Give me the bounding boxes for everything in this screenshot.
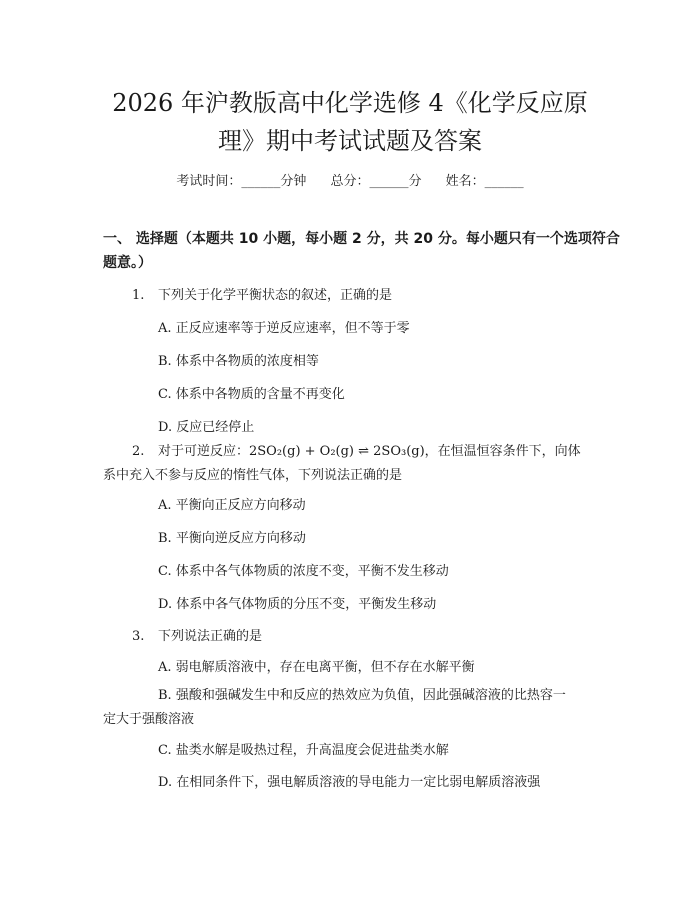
title-line-2: 理》期中考试试题及答案 <box>218 127 482 155</box>
question-1-option-c: C. 体系中各物质的含量不再变化 <box>158 387 345 402</box>
question-3-option-b: B. 强酸和强碱发生中和反应的热效应为负值，因此强碱溶液的比热容一 定大于强酸溶液 <box>103 688 566 727</box>
total-score-field: 总分：______分 <box>330 174 422 189</box>
question-1-option-b: B. 体系中各物质的浓度相等 <box>158 354 319 369</box>
exam-time-field: 考试时间：______分钟 <box>176 174 307 189</box>
question-3-option-d: D. 在相同条件下，强电解质溶液的导电能力一定比弱电解质溶液强 <box>158 775 541 790</box>
section-heading-line-1: 一、 选择题（本题共 10 小题，每小题 2 分，共 20 分。每小题只有一个选项符合 <box>103 231 620 247</box>
question-2-stem: 2. 对于可逆反应：2SO₂(g) + O₂(g) ⇌ 2SO₃(g)，在恒温恒容条件下，向体 系中充入不参与反应的惰性气体，下列说法正确的是 <box>103 444 581 483</box>
question-1-option-a: A. 正反应速率等于逆反应速率，但不等于零 <box>158 321 410 336</box>
title-line-1: 2026 年沪教版高中化学选修 4《化学反应原 <box>112 89 588 117</box>
exam-title <box>60 84 640 160</box>
question-2-option-d: D. 体系中各气体物质的分压不变，平衡发生移动 <box>158 597 437 612</box>
question-2-option-a: A. 平衡向正反应方向移动 <box>158 498 306 513</box>
name-field: 姓名：______ <box>445 174 524 189</box>
question-1-option-d: D. 反应已经停止 <box>158 420 255 435</box>
section-heading-line-2: 题意。） <box>103 255 152 271</box>
question-3-stem: 3. 下列说法正确的是 <box>132 629 263 644</box>
question-3-option-c: C. 盐类水解是吸热过程，升高温度会促进盐类水解 <box>158 743 449 758</box>
question-3-option-a: A. 弱电解质溶液中，存在电离平衡，但不存在水解平衡 <box>158 660 475 675</box>
question-1-stem: 1. 下列关于化学平衡状态的叙述，正确的是 <box>132 288 393 303</box>
question-2-option-c: C. 体系中各气体物质的浓度不变，平衡不发生移动 <box>158 564 449 579</box>
section-heading <box>103 227 620 275</box>
question-2-option-b: B. 平衡向逆反应方向移动 <box>158 531 306 546</box>
exam-meta <box>0 170 700 189</box>
